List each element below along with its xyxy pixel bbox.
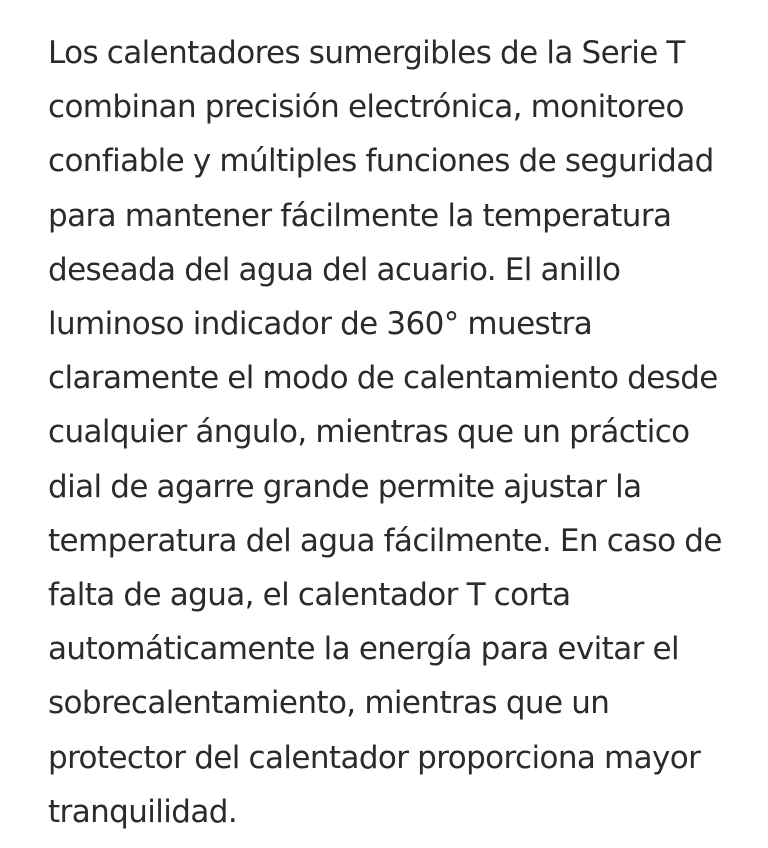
product-description-paragraph xyxy=(48,26,748,839)
paragraph-line: deseada del agua del acuario. El anillo xyxy=(48,251,621,288)
paragraph-line: luminoso indicador de 360° muestra xyxy=(48,306,593,343)
paragraph-line: para mantener fácilmente la temperatura xyxy=(48,197,672,234)
paragraph-line: tranquilidad. xyxy=(48,793,238,830)
paragraph-line: protector del calentador proporciona mayor xyxy=(48,739,701,776)
paragraph-line: dial de agarre grande permite ajustar la xyxy=(48,468,642,505)
paragraph-line: confiable y múltiples funciones de seguridad xyxy=(48,143,714,180)
paragraph-line: sobrecalentamiento, mientras que un xyxy=(48,685,610,722)
paragraph-line: Los calentadores sumergibles de la Serie T xyxy=(48,35,685,71)
paragraph-line: combinan precisión electrónica, monitoreo xyxy=(48,89,684,126)
paragraph-line: temperatura del agua fácilmente. En caso de xyxy=(48,522,722,559)
paragraph-line: claramente el modo de calentamiento desde xyxy=(48,360,718,397)
paragraph-line: falta de agua, el calentador T corta xyxy=(48,577,571,614)
paragraph-line: automáticamente la energía para evitar el xyxy=(48,631,679,668)
paragraph-line: cualquier ángulo, mientras que un práctico xyxy=(48,414,690,451)
